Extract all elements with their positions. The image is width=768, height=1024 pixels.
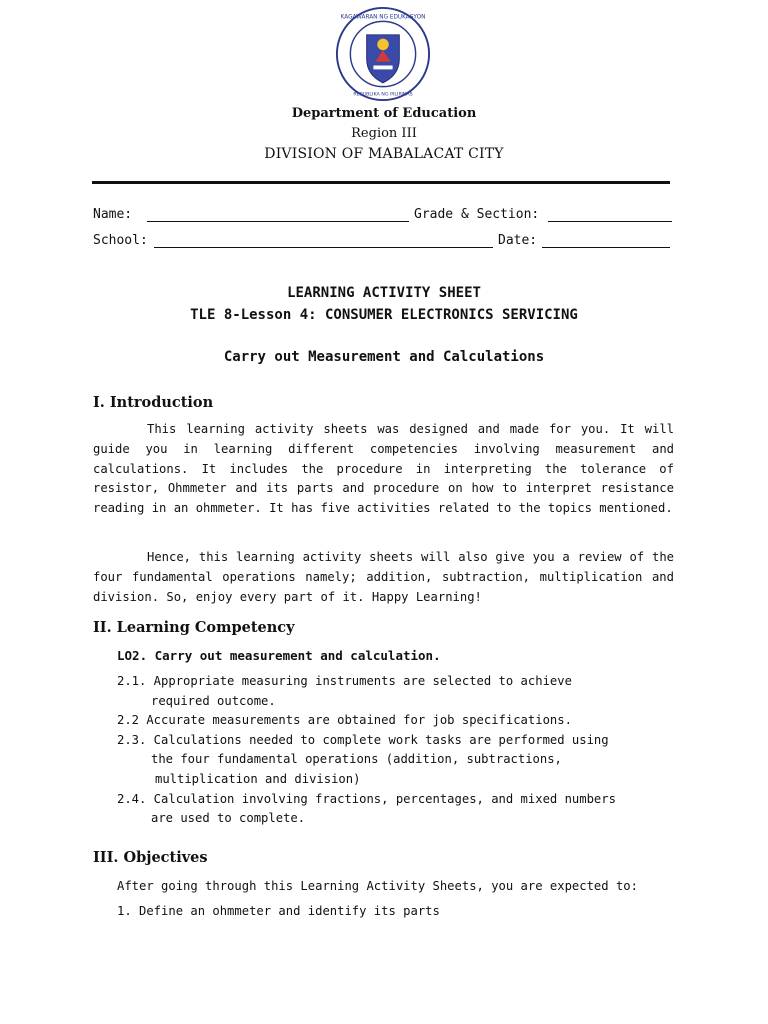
competency-item: 2.4. Calculation involving fractions, percentages, and mixed numbers	[117, 792, 616, 806]
region-name: Region III	[351, 126, 417, 141]
topic-title: Carry out Measurement and Calculations	[223, 349, 545, 365]
svg-text:REPUBLIKA NG PILIPINAS: REPUBLIKA NG PILIPINAS	[353, 92, 413, 98]
competency-item: 2.3. Calculations needed to complete work tasks are performed using	[117, 733, 609, 747]
competency-item: multiplication and division)	[155, 772, 361, 786]
name-label: Name:	[93, 207, 133, 222]
school-label: School:	[93, 233, 148, 248]
name-field[interactable]	[147, 221, 409, 222]
deped-seal-icon	[335, 6, 431, 102]
competency-item: required outcome.	[151, 694, 276, 708]
date-label: Date:	[498, 233, 538, 248]
objectives-heading: III. Objectives	[93, 849, 208, 866]
sheet-title: LEARNING ACTIVITY SHEET	[287, 285, 481, 301]
objective-item: 1. Define an ohmmeter and identify its parts	[117, 904, 440, 918]
competency-item: 2.2 Accurate measurements are obtained for job specifications.	[117, 713, 572, 727]
date-field[interactable]	[542, 247, 670, 248]
lesson-title: TLE 8-Lesson 4: CONSUMER ELECTRONICS SERVICING	[190, 307, 578, 323]
department-name: Department of Education	[291, 106, 477, 121]
introduction-heading: I. Introduction	[93, 394, 214, 411]
competency-item: 2.1. Appropriate measuring instruments are selected to achieve	[117, 674, 572, 688]
competency-item: are used to complete.	[151, 811, 306, 825]
division-name: DIVISION OF MABALACAT CITY	[264, 146, 504, 162]
header-divider	[92, 181, 670, 184]
introduction-paragraph-1: This learning activity sheets was designed and made for you. It will guide you in learning different competencies involving measurement and calculations. It includes the procedure in interpreting the tolerance of resistor, Ohmmeter and its parts and procedure on how to interpret resistance reading in an ohmmeter. It has five activities related to the topics mentioned.	[93, 422, 674, 516]
grade-section-label: Grade & Section:	[414, 207, 540, 222]
learning-outcome: LO2. Carry out measurement and calculation.	[117, 648, 441, 663]
competency-item: the four fundamental operations (addition, subtractions,	[151, 752, 562, 766]
grade-section-field[interactable]	[548, 221, 672, 222]
svg-text:KAGAWARAN NG EDUKASYON: KAGAWARAN NG EDUKASYON	[340, 14, 426, 21]
introduction-paragraph-2: Hence, this learning activity sheets will also give you a review of the four fundamental operations namely; addition, subtraction, multiplication and division. So, enjoy every part of it. Happy Learning!	[93, 550, 674, 604]
school-field[interactable]	[154, 247, 493, 248]
objectives-intro: After going through this Learning Activity Sheets, you are expected to:	[117, 879, 638, 893]
competency-heading: II. Learning Competency	[93, 619, 295, 636]
